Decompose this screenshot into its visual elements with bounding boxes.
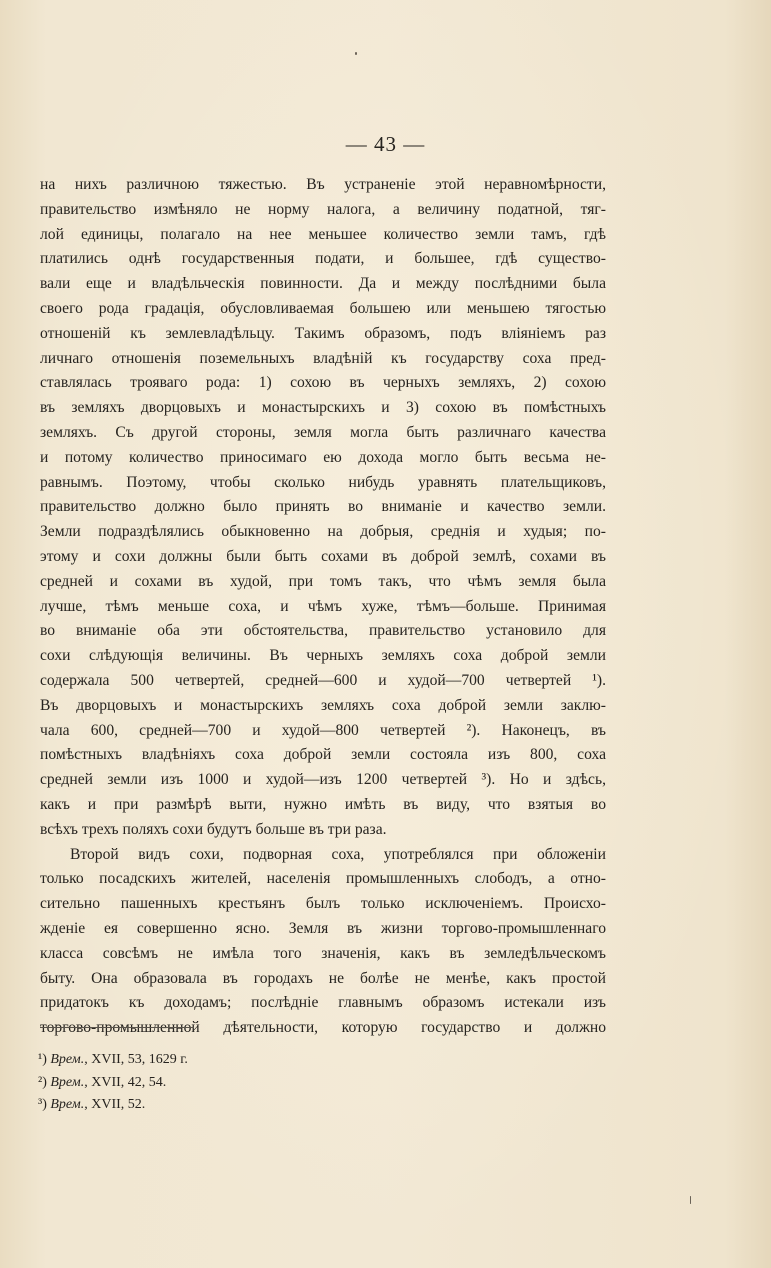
text-line: помѣстныхъ владѣніяхъ соха доброй земли состояла изъ 800, соха (40, 746, 606, 764)
text-line: всѣхъ трехъ поляхъ сохи будутъ больше въ три раза. (40, 820, 387, 838)
text-line: Земли подраздѣлялись обыкновенно на добрыя, среднія и худыя; по- (40, 523, 606, 541)
text-line: равнымъ. Поэтому, чтобы сколько нибудь уравнять плательщиковъ, (40, 473, 606, 491)
text-line: личнаго отношенія поземельныхъ владѣній къ государству соха пред- (40, 349, 606, 367)
footnote (38, 1094, 438, 1117)
footnote-mark: ¹) (38, 1052, 47, 1067)
body-text (40, 173, 606, 1041)
text-line: во вниманіе оба эти обстоятельства, правительство установило для (40, 622, 606, 640)
text-line: сохи слѣдующія величины. Въ черныхъ земляхъ соха доброй земли (40, 647, 606, 665)
footnote-separator (40, 1027, 194, 1028)
footnote-source: Врем. (50, 1074, 85, 1090)
footnote-ref: , XVII, 52. (84, 1097, 146, 1112)
text-line: придатокъ къ доходамъ; послѣдніе главнымъ образомъ истекали изъ (40, 994, 606, 1012)
text-line: сительно пашенныхъ крестьянъ былъ только исключеніемъ. Происхо- (40, 895, 606, 913)
text-line: только посадскихъ жителей, населенія промышленныхъ слободъ, а отно- (40, 870, 606, 888)
text-line: правительство должно было принять во вниманіе и качество земли. (40, 498, 606, 516)
footnote-mark: ³) (38, 1097, 47, 1112)
text-line: торгово-промышленной дѣятельности, которую государство и должно (40, 1019, 606, 1037)
text-line: этому и сохи должны были быть сохами въ доброй землѣ, сохами въ (40, 547, 606, 565)
footnote-source: Врем. (50, 1052, 85, 1067)
text-line: класса совсѣмъ не имѣла того значенія, какъ въ земледѣльческомъ (40, 944, 606, 962)
text-line: отношеній къ землевладѣльцу. Такимъ образомъ, подъ вліяніемъ раз (40, 324, 606, 342)
paper-speck (690, 1196, 691, 1204)
text-line: въ земляхъ дворцовыхъ и монастырскихъ и 3) сохою въ помѣстныхъ (40, 399, 606, 417)
text-line: вали еще и владѣльческія повинности. Да и между послѣдними была (40, 275, 606, 293)
text-line: жденіе ея совершенно ясно. Земля въ жизни торгово-промышленнаго (40, 919, 606, 937)
text-line: какъ и при размѣрѣ выти, нужно имѣть въ виду, что взятыя во (40, 795, 606, 813)
text-line: платились однѣ государственныя подати, и большее, гдѣ существо- (40, 250, 606, 268)
text-line: Второй видъ сохи, подворная соха, употреблялся при обложеніи (70, 845, 606, 863)
text-line: средней земли изъ 1000 и худой—изъ 1200 четвертей ³). Но и здѣсь, (40, 771, 606, 789)
text-line: лой единицы, полагало на нее меньшее количество земли тамъ, гдѣ (40, 225, 606, 243)
text-line: Въ дворцовыхъ и монастырскихъ земляхъ соха доброй земли заклю- (40, 696, 606, 714)
text-line: земляхъ. Съ другой стороны, земля могла быть различнаго качества (40, 423, 606, 441)
text-line: быту. Она образовала въ городахъ не болѣе не менѣе, какъ простой (40, 969, 606, 987)
text-line: средней и сохами въ худой, при томъ такъ, что чѣмъ земля была (40, 572, 606, 590)
footnote-source: Врем. (50, 1097, 85, 1112)
footnote-ref: , XVII, 42, 54. (84, 1074, 167, 1090)
page-number: — 43 — (345, 132, 426, 156)
text-line: чала 600, средней—700 и худой—800 четвертей ²). Наконецъ, въ (40, 721, 606, 739)
footnote (38, 1072, 438, 1095)
text-line: и потому количество приносимаго ею дохода могло быть весьма не- (40, 448, 606, 466)
footnotes (38, 1049, 438, 1117)
text-line: содержала 500 четвертей, средней—600 и худой—700 четвертей ¹). (40, 671, 606, 689)
text-line: своего рода градація, обусловливаемая большею или меньшею тягостью (40, 299, 606, 317)
text-line: правительство измѣняло не норму налога, а величину податной, тяг- (40, 200, 606, 218)
text-line: ставлялась трояваго рода: 1) сохою въ черныхъ земляхъ, 2) сохою (40, 374, 606, 392)
footnote (38, 1049, 438, 1072)
paper-speck (355, 52, 357, 55)
text-line: на нихъ различною тяжестью. Въ устраненіе этой неравномѣрности, (40, 176, 606, 193)
footnote-ref: , XVII, 53, 1629 г. (84, 1052, 188, 1067)
footnote-mark: ²) (38, 1074, 47, 1090)
text-line: лучше, тѣмъ меньше соха, и чѣмъ хуже, тѣмъ—больше. Принимая (40, 597, 606, 615)
